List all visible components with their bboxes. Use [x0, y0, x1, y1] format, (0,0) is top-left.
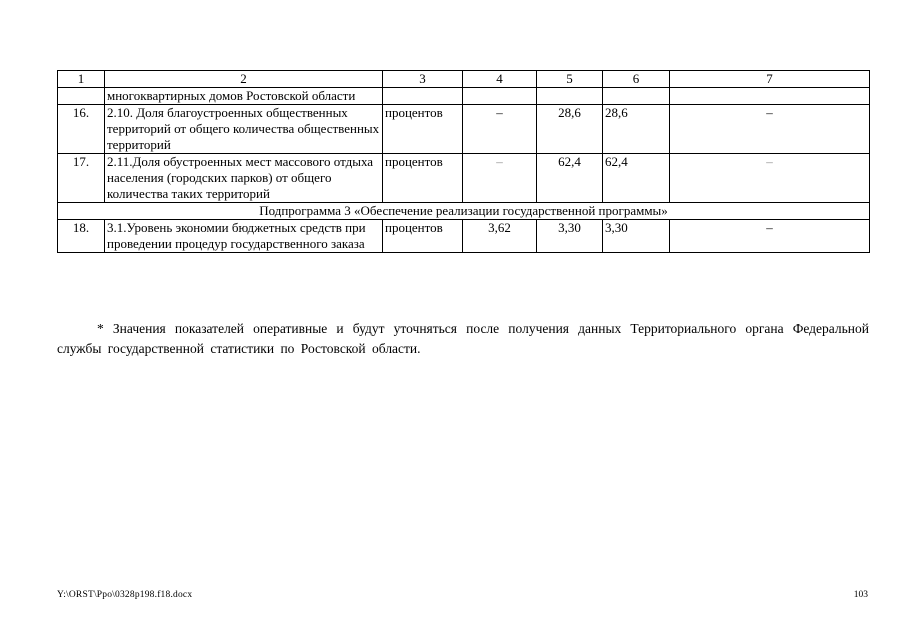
header-col-5: 5 [537, 71, 603, 88]
value-col-5: 62,4 [537, 154, 603, 203]
header-col-7: 7 [670, 71, 870, 88]
unit-cell: процентов [383, 105, 463, 154]
value-col-4: – [463, 105, 537, 154]
header-col-1: 1 [58, 71, 105, 88]
value-col-6 [603, 88, 670, 105]
value-col-5: 28,6 [537, 105, 603, 154]
row-number [58, 88, 105, 105]
table-header-row [58, 71, 870, 88]
unit-cell [383, 88, 463, 105]
subprogram-row [58, 203, 870, 220]
indicator-name: многоквартирных домов Ростовской области [105, 88, 383, 105]
page-number: 103 [853, 590, 868, 600]
indicators-table [57, 70, 870, 253]
indicator-name: 2.10. Доля благоустроенных общественных территорий от общего количества общественных территорий [105, 105, 383, 154]
header-col-3: 3 [383, 71, 463, 88]
header-col-2: 2 [105, 71, 383, 88]
indicator-name: 2.11.Доля обустроенных мест массового отдыха населения (городских парков) от общего количества таких территорий [105, 154, 383, 203]
header-col-4: 4 [463, 71, 537, 88]
value-col-4: – [463, 154, 537, 203]
value-col-5: 3,30 [537, 220, 603, 253]
footnote: * Значения показателей оперативные и будут уточняться после получения данных Территориального органа Федеральной службы государственной статистики по Ростовской области. [57, 321, 869, 356]
value-col-7: – [670, 220, 870, 253]
table-row [58, 220, 870, 253]
indicator-name: 3.1.Уровень экономии бюджетных средств при проведении процедур государственного заказа [105, 220, 383, 253]
table-row [58, 105, 870, 154]
table-row [58, 88, 870, 105]
row-number: 17. [58, 154, 105, 203]
row-number: 18. [58, 220, 105, 253]
value-col-4 [463, 88, 537, 105]
footer-file-path: Y:\ORST\Ppo\0328p198.f18.docx [57, 590, 193, 600]
value-col-7 [670, 88, 870, 105]
unit-cell: процентов [383, 220, 463, 253]
value-col-6: 62,4 [603, 154, 670, 203]
value-col-5 [537, 88, 603, 105]
table-row [58, 154, 870, 203]
value-col-7: – [670, 154, 870, 203]
value-col-7: – [670, 105, 870, 154]
header-col-6: 6 [603, 71, 670, 88]
unit-cell: процентов [383, 154, 463, 203]
value-col-4: 3,62 [463, 220, 537, 253]
subprogram-3-title: Подпрограмма 3 «Обеспечение реализации государственной программы» [58, 203, 870, 220]
row-number: 16. [58, 105, 105, 154]
value-col-6: 3,30 [603, 220, 670, 253]
value-col-6: 28,6 [603, 105, 670, 154]
